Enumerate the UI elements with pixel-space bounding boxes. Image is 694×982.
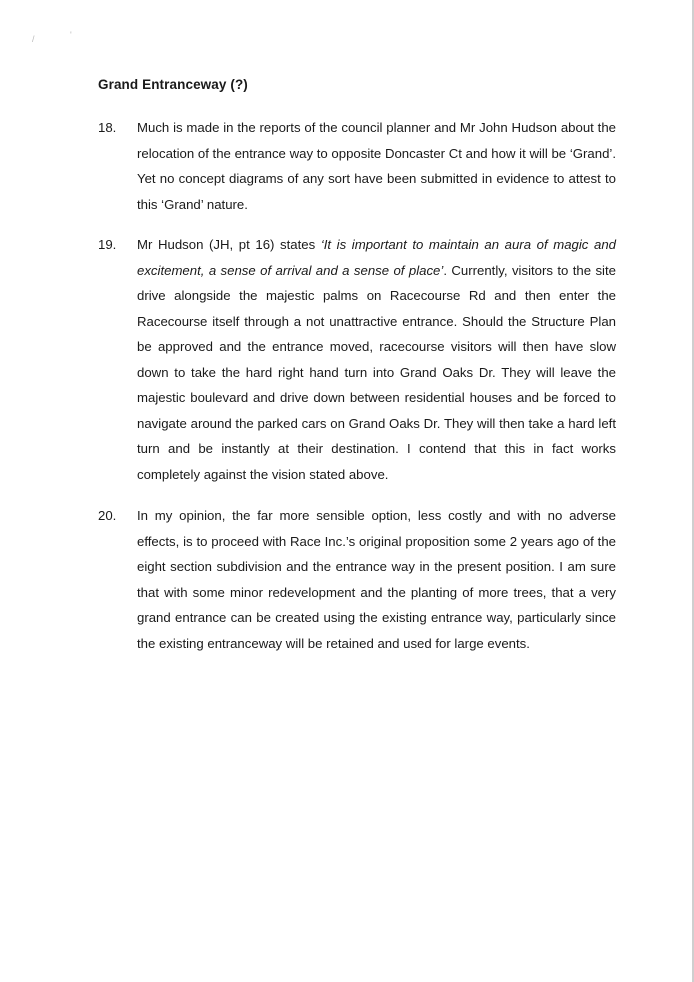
scan-mark: /: [32, 34, 35, 44]
paragraph-text: . Currently, visitors to the site drive alongside the majestic palms on Racecourse Rd and then enter the Racecourse itself through a not unattractive entrance. Should the Structure Plan be approved and the entrance moved, racecourse visitors will then have slow down to take the hard right hand turn into Grand Oaks Dr. They will leave the majestic boulevard and drive down between residential houses and be forced to navigate around the parked cars on Grand Oaks Dr. They will then take a hard left turn and be instantly at their destination. I contend that this in fact works completely against the vision stated above.: [137, 262, 616, 482]
paragraph-20: [98, 503, 616, 656]
paragraph-body: [137, 503, 616, 656]
paragraph-number: 18.: [98, 120, 117, 135]
paragraph-quote: ‘It is important to maintain an aura of magic and excitement, a sense of arrival and a sense of place’: [137, 237, 616, 278]
paragraph-number: 20.: [98, 508, 117, 523]
scan-mark: ': [70, 30, 72, 40]
paragraph-text: In my opinion, the far more sensible option, less costly and with no adverse effects, is to proceed with Race Inc.’s original proposition some 2 years ago of the eight section subdivision and the entrance way in the present position. I am sure that with some minor redevelopment and the planting of more trees, that a very grand entrance can be created using the existing entrance way, particularly since the existing entranceway will be retained and used for large events.: [137, 508, 616, 651]
paragraph-body: [137, 232, 616, 487]
paragraph-text: Much is made in the reports of the council planner and Mr John Hudson about the relocation of the entrance way to opposite Doncaster Ct and how it will be ‘Grand’. Yet no concept diagrams of any sort have been submitted in evidence to attest to this ‘Grand’ nature.: [137, 120, 616, 212]
paragraph-18: [98, 115, 616, 217]
paragraph-body: [137, 115, 616, 217]
paragraph-19: [98, 232, 616, 487]
paragraph-text: Mr Hudson (JH, pt 16) states: [137, 237, 321, 252]
section-heading: Grand Entranceway (?): [98, 77, 248, 92]
paragraph-number: 19.: [98, 237, 117, 252]
